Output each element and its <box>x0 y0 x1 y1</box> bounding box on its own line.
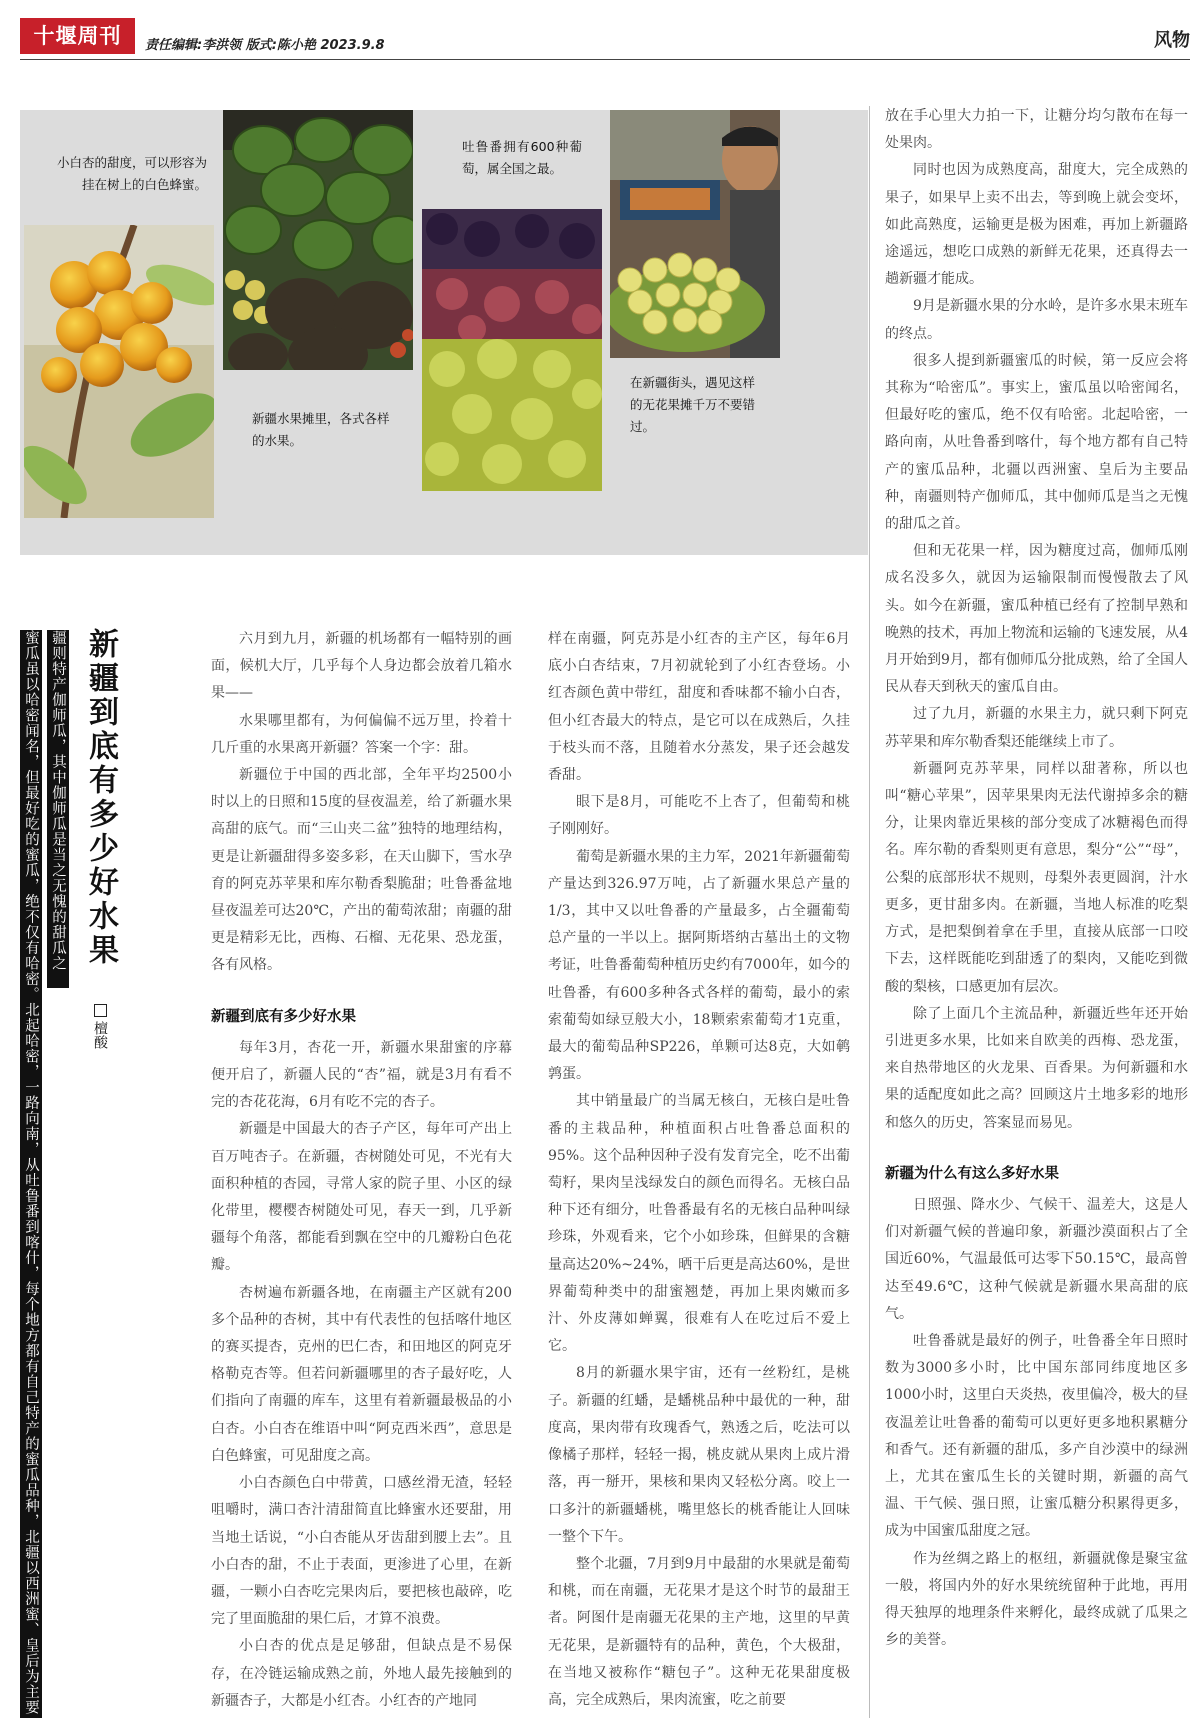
paragraph: 小白杏的优点是足够甜，但缺点是不易保存，在冷链运输成熟之前，外地人最先接触到的新疆杏子，大都是小红杏。小红杏的产地同 <box>211 1638 512 1709</box>
pullquote-bar-inner: 疆则特产伽师瓜，其中伽师瓜是当之无愧的甜瓜之 <box>47 630 69 988</box>
paragraph: 放在手心里大力拍一下，让糖分均匀散布在每一处果肉。 <box>885 108 1188 152</box>
paragraph: 小白杏颜色白中带黄，口感丝滑无渣，轻轻咀嚼时，满口杏汁清甜简直比蜂蜜水还要甜，用当地土话说，“小白杏能从牙齿甜到腰上去”。且小白杏的甜，不止于表面，更渗进了心里，在新疆，一颗小白杏吃完果肉后，要把核也敲碎，吃完了里面脆甜的果仁后，才算不浪费。 <box>211 1475 512 1628</box>
caption-grapes: 吐鲁番拥有600种葡萄，属全国之最。 <box>462 139 582 176</box>
photo-panel <box>20 110 868 555</box>
caption-figs: 在新疆街头，遇见这样的无花果摊千万不要错过。 <box>630 375 756 434</box>
paragraph: 吐鲁番就是最好的例子，吐鲁番全年日照时数为3000多小时，比中国东部同纬度地区多1000小时，这里白天炎热，夜里偏冷，极大的昼夜温差让吐鲁番的葡萄可以更好更多地积累糖分和香气。还有新疆的甜瓜，多产自沙漠中的绿洲上，尤其在蜜瓜生长的关键时期，新疆的高气温、干气候、强日照，让蜜瓜糖分积累得更多，成为中国蜜瓜甜度之冠。 <box>885 1332 1188 1540</box>
paragraph: 9月是新疆水果的分水岭，是许多水果末班车的终点。 <box>885 298 1188 342</box>
paragraph: 除了上面几个主流品种，新疆近些年还开始引进更多水果，比如来自欧美的西梅、恐龙蛋，来自热带地区的火龙果、百香果。为何新疆和水果的适配度如此之高？回顾这片土地多彩的地形和悠久的历史，答案显而易见。 <box>885 1005 1188 1131</box>
paragraph: 过了九月，新疆的水果主力，就只剩下阿克苏苹果和库尔勒香梨还能继续上市了。 <box>885 706 1188 750</box>
paragraph: 眼下是8月，可能吃不上杏了，但葡萄和桃子刚刚好。 <box>548 794 850 838</box>
paragraph: 作为丝绸之路上的枢纽，新疆就像是聚宝盆一般，将国内外的好水果统统留种于此地，再用得天独厚的地理条件来孵化，最终成就了瓜果之乡的美誉。 <box>885 1550 1188 1649</box>
section-name: 风物 <box>1154 30 1190 51</box>
text-column-2 <box>548 626 850 1718</box>
paragraph: 整个北疆，7月到9月中最甜的水果就是葡萄和桃，而在南疆，无花果才是这个时节的最甜王者。阿图什是南疆无花果的主产地，这里的早黄无花果，是新疆特有的品种，黄色，个大极甜，在当地又被称作“糖包子”。这种无花果甜度极高，完全成熟后，果肉流蜜，吃之前要 <box>548 1555 850 1708</box>
grapes-photo <box>422 209 602 491</box>
paragraph: 六月到九月，新疆的机场都有一幅特别的画面，候机大厅，几乎每个人身边都会放着几箱水果—— <box>211 631 512 702</box>
caption-stall: 新疆水果摊里，各式各样的水果。 <box>252 411 390 448</box>
subheading: 新疆为什么有这么多好水果 <box>885 1165 1059 1182</box>
masthead <box>20 18 1190 60</box>
paragraph: 样在南疆，阿克苏是小红杏的主产区，每年6月底小白杏结束，7月初就轮到了小红杏登场。小红杏颜色黄中带红，甜度和香味都不输小白杏，但小红杏最大的特点，是它可以在成熟后，久挂于枝头而不落，且随着水分蒸发，果子还会越发香甜。 <box>548 631 850 784</box>
paragraph: 每年3月，杏花一开，新疆水果甜蜜的序幕便开启了，新疆人民的“杏”福，就是3月有看不完的杏花花海，6月有吃不完的杏子。 <box>211 1039 512 1111</box>
paragraph: 水果哪里都有，为何偏偏不远万里，拎着十几斤重的水果离开新疆？答案一个字：甜。 <box>211 712 512 756</box>
paragraph: 杏树遍布新疆各地，在南疆主产区就有200多个品种的杏树，其中有代表性的包括喀什地区的赛买提杏，克州的巴仁杏，和田地区的阿克牙格勒克杏等。但若问新疆哪里的杏子最好吃，人们指向了南疆的库车，这里有着新疆最极品的小白杏。小白杏在维语中叫“阿克西米西”，意思是白色蜂蜜，可见甜度之高。 <box>211 1284 512 1464</box>
column-divider <box>869 106 870 1718</box>
newspaper-logo: 十堰周刊 <box>20 18 135 54</box>
paragraph: 其中销量最广的当属无核白，无核白是吐鲁番的主栽品种，种植面积占吐鲁番总面积的95%。这个品种因种子没有发育完全，吃不出葡萄籽，果肉呈浅绿发白的颜色而得名。无核白品种下还有细分，吐鲁番最有名的无核白品种叫绿珍珠，外观看来，它个小如珍珠，但鲜果的含糖量高达20%~24%，晒干后更是高达60%，是世界葡萄种类中的甜蜜翘楚，再加上果肉嫩而多汁、外皮薄如蝉翼，很难有人在吃过后不爱上它。 <box>548 1093 850 1355</box>
article-author: 檀酸 <box>90 1004 110 1049</box>
paragraph: 很多人提到新疆蜜瓜的时候，第一反应会将其称为“哈密瓜”。事实上，蜜瓜虽以哈密闻名，但最好吃的蜜瓜，绝不仅有哈密。北起哈密，一路向南，从吐鲁番到喀什，每个地方都有自己特产的蜜瓜品种，北疆以西洲蜜、皇后为主要品种，南疆则特产伽师瓜，其中伽师瓜是当之无愧的甜瓜之首。 <box>885 352 1188 533</box>
caption-apricot: 小白杏的甜度，可以形容为挂在树上的白色蜂蜜。 <box>56 155 207 192</box>
paragraph: 同时也因为成熟度高，甜度大，完全成熟的果子，如果早上卖不出去，等到晚上就会变坏，如此高熟度，运输更是极为困难，再加上新疆路途遥远，想吃口成熟的新鲜无花果，还真得去一趟新疆才能成。 <box>885 162 1188 288</box>
article-title: 新疆到底有多少好水果 <box>83 628 118 968</box>
paragraph: 8月的新疆水果宇宙，还有一丝粉红，是桃子。新疆的红蟠，是蟠桃品种中最优的一种，甜度高，果肉带有玫瑰香气，熟透之后，吃法可以像橘子那样，轻轻一揭，桃皮就从果肉上成片滑落，再一掰开，果核和果肉又轻松分离。咬上一口多汁的新疆蟠桃，嘴里悠长的桃香能让人回味一整个下午。 <box>548 1365 850 1545</box>
subheading: 新疆到底有多少好水果 <box>211 1008 356 1025</box>
fruit-stall-photo <box>223 110 413 370</box>
apricot-photo <box>24 225 214 518</box>
paragraph: 新疆阿克苏苹果，同样以甜著称，所以也叫“糖心苹果”，因苹果果肉无法代谢掉多余的糖分，让果肉靠近果核的部分变成了冰糖褐色而得名。库尔勒的香梨则更有意思，梨分“公”“母”，公梨的底部形状不规则，母梨外表更圆润，汁水更多，更甘甜多肉。在新疆，当地人标准的吃梨方式，是把梨倒着拿在手里，直接从底部一口咬下去，这样既能吃到甜透了的梨肉，又能吃到微酸的梨核，口感更加有层次。 <box>885 760 1188 995</box>
pullquote-bar-outer: 蜜瓜虽以哈密闻名，但最好吃的蜜瓜，绝不仅有哈密。北起哈密，一路向南，从吐鲁番到喀什，每个地方都有自己特产的蜜瓜品种，北疆以西洲蜜、皇后为主要 <box>20 630 42 1718</box>
paragraph: 但和无花果一样，因为糖度过高，伽师瓜刚成名没多久，就因为运输限制而慢慢散去了风头。如今在新疆，蜜瓜种植已经有了控制早熟和晚熟的技术，再加上物流和运输的飞速发展，从4月开始到9月，都有伽师瓜分批成熟，给了全国人民从春天到秋天的蜜瓜自由。 <box>885 543 1188 696</box>
text-column-1 <box>211 626 512 1718</box>
paragraph: 日照强、降水少、气候干、温差大，这是人们对新疆气候的普遍印象，新疆沙漠面积占了全国近60%，气温最低可达零下50.15℃，最高曾达至49.6℃，这种气候就是新疆水果高甜的底气。 <box>885 1196 1188 1322</box>
paragraph: 新疆位于中国的西北部，全年平均2500小时以上的日照和15度的昼夜温差，给了新疆水果高甜的底气。而“三山夹二盆”独特的地理结构，更是让新疆甜得多姿多彩，在天山脚下，雪水孕育的阿克苏苹果和库尔勒香梨脆甜；吐鲁番盆地昼夜温差可达20℃，产出的葡萄浓甜；南疆的甜更是精彩无比，西梅、石榴、无花果、恐龙蛋，各有风格。 <box>211 767 512 974</box>
paragraph: 葡萄是新疆水果的主力军，2021年新疆葡萄产量达到326.97万吨，占了新疆水果总产量的1/3，其中又以吐鲁番的产量最多，占全疆葡萄总产量的一半以上。据阿斯塔纳古墓出土的文物考证，吐鲁番葡萄种植历史约有7000年，如今的吐鲁番，有600多种各式各样的葡萄，最小的索索葡萄如绿豆般大小，18颗索索葡萄才1克重，最大的葡萄品种SP226，单颗可达8克，大如鹌鹑蛋。 <box>548 848 850 1083</box>
text-column-3 <box>885 103 1188 1718</box>
figs-vendor-photo <box>610 110 780 358</box>
editor-credits: 责任编辑:李洪领 版式:陈小艳 2023.9.8 <box>145 38 385 53</box>
paragraph: 新疆是中国最大的杏子产区，每年可产出上百万吨杏子。在新疆，杏树随处可见，不光有大面积种植的杏园，寻常人家的院子里、小区的绿化带里，樱樱杏树随处可见，春天一到，几乎新疆每个角落，都能看到飘在空中的几瓣粉白色花瓣。 <box>211 1121 512 1274</box>
